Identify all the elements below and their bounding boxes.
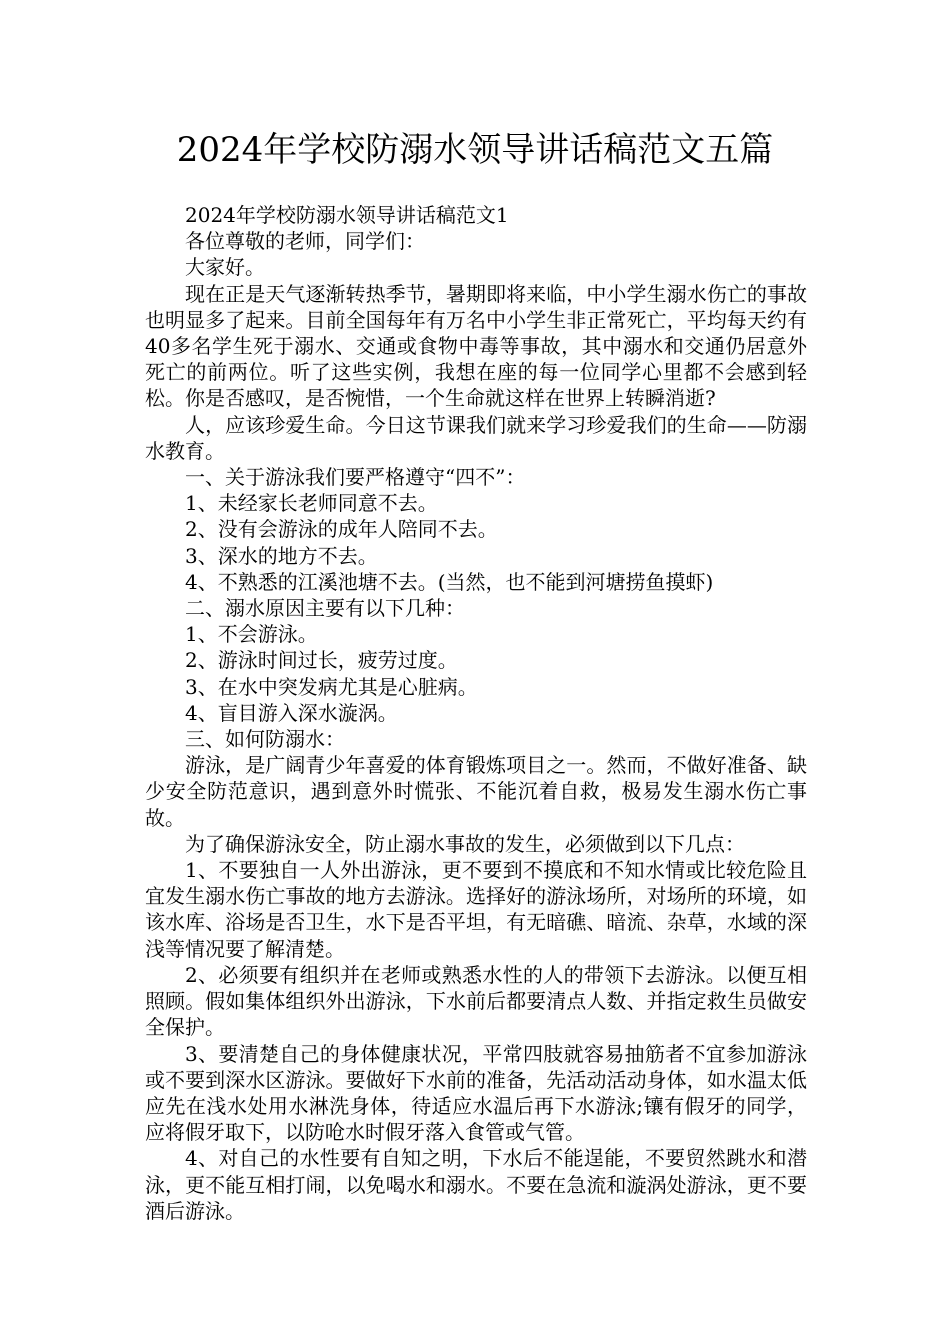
- paragraph: 1、不要独自一人外出游泳，更不要到不摸底和不知水情或比较危险且宜发生溺水伤亡事故的地方去游泳。选择好的游泳场所，对场所的环境，如该水库、浴场是否卫生，水下是否平坦，有无暗礁、暗流、杂草，水域的深浅等情况要了解清楚。: [145, 858, 807, 961]
- paragraph: 一、关于游泳我们要严格遵守“四不”：: [185, 465, 526, 490]
- document-title: 2024年学校防溺水领导讲话稿范文五篇: [176, 130, 774, 170]
- paragraph: 三、如何防溺水：: [185, 727, 345, 752]
- paragraph: 人，应该珍爱生命。今日这节课我们就来学习珍爱我们的生命——防溺水教育。: [145, 412, 807, 463]
- paragraph: 2、没有会游泳的成年人陪同不去。: [185, 517, 498, 542]
- paragraph: 现在正是天气逐渐转热季节，暑期即将来临，中小学生溺水伤亡的事故也明显多了起来。目前全国每年有万名中小学生非正常死亡，平均每天约有40多名学生死于溺水、交通或食物中毒等事故，其中溺水和交通仍居意外死亡的前两位。听了这些实例，我想在座的每一位同学心里都不会感到轻松。你是否感叹，是否惋惜，一个生命就这样在世界上转瞬消逝?: [145, 281, 807, 411]
- paragraph: 二、溺水原因主要有以下几种：: [185, 596, 465, 621]
- paragraph: 3、要清楚自己的身体健康状况，平常四肢就容易抽筋者不宜参加游泳或不要到深水区游泳。要做好下水前的准备，先活动活动身体，如水温太低应先在浅水处用水淋洗身体，待适应水温后再下水游泳;镶有假牙的同学，应将假牙取下，以防呛水时假牙落入食管或气管。: [145, 1041, 807, 1145]
- paragraph: 3、深水的地方不去。: [185, 543, 378, 568]
- paragraph: 大家好。: [185, 255, 265, 280]
- paragraph: 2、游泳时间过长，疲劳过度。: [185, 648, 458, 673]
- paragraph: 4、盲目游入深水漩涡。: [185, 700, 398, 725]
- paragraph: 4、不熟悉的江溪池塘不去。(当然，也不能到河塘捞鱼摸虾): [185, 569, 714, 594]
- paragraph: 4、对自己的水性要有自知之明，下水后不能逞能，不要贸然跳水和潜泳，更不能互相打闹，以免喝水和溺水。不要在急流和漩涡处游泳，更不要酒后游泳。: [145, 1146, 807, 1223]
- paragraph: 2024年学校防溺水领导讲话稿范文1: [185, 203, 509, 227]
- paragraph: 1、未经家长老师同意不去。: [185, 491, 438, 516]
- paragraph: 游泳，是广阔青少年喜爱的体育锻炼项目之一。然而，不做好准备、缺少安全防范意识，遇到意外时慌张、不能沉着自救，极易发生溺水伤亡事故。: [145, 753, 807, 830]
- document-body: [145, 202, 807, 1224]
- paragraph: 2、必须要有组织并在老师或熟悉水性的人的带领下去游泳。以便互相照顾。假如集体组织外出游泳，下水前后都要清点人数、并指定救生员做安全保护。: [145, 962, 807, 1040]
- paragraph: 1、不会游泳。: [185, 622, 318, 647]
- paragraph: 各位尊敬的老师，同学们：: [185, 229, 425, 254]
- paragraph: 为了确保游泳安全，防止溺水事故的发生，必须做到以下几点：: [185, 831, 745, 856]
- paragraph: 3、在水中突发病尤其是心脏病。: [185, 674, 478, 699]
